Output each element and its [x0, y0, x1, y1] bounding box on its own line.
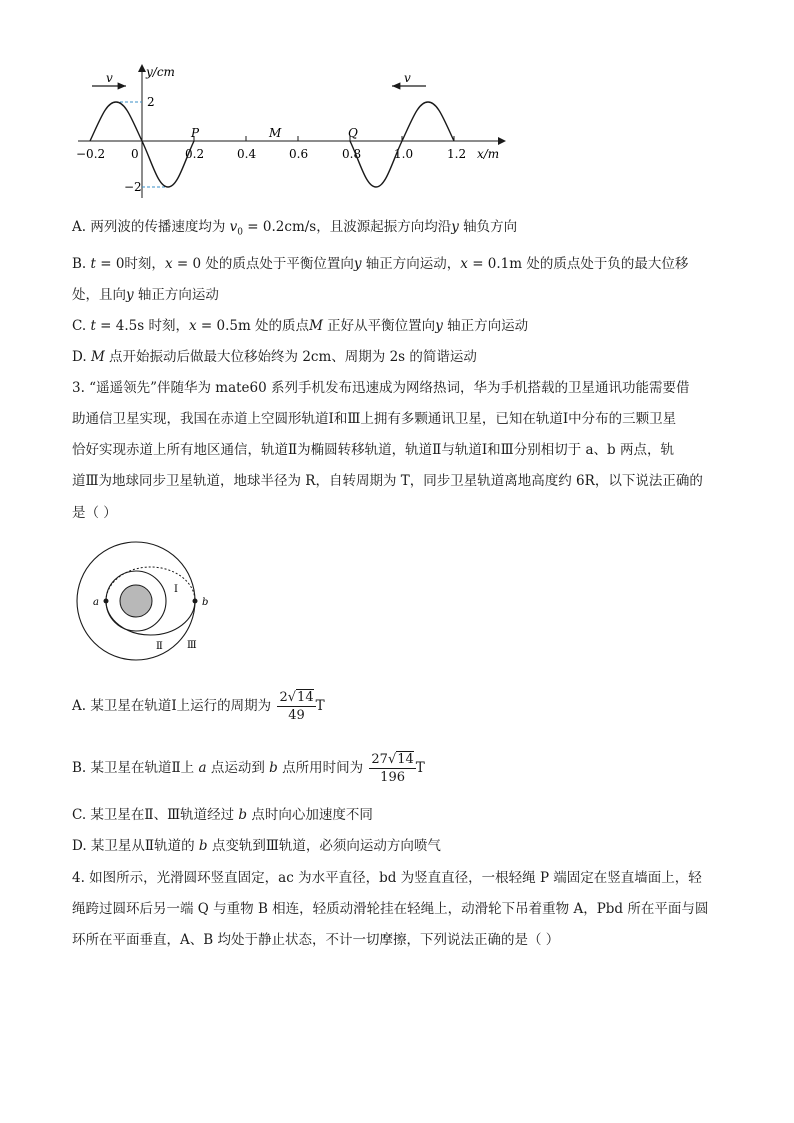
q2-option-b: B. t = 0时刻，x = 0 处的质点处于平衡位置向y 轴正方向运动，x = 0.1m 处的质点处于负的最大位移	[72, 256, 689, 272]
q4-stem-line: 环所在平面垂直，A、B 均处于静止状态，不计一切摩擦，下列说法正确的是（ ）	[72, 932, 560, 948]
orbit-figure	[72, 538, 222, 664]
point-b-dot	[193, 599, 198, 604]
y-tick-neg2: −2	[124, 180, 142, 194]
q3-stem-line: 3. “遥遥领先”伴随华为 mate60 系列手机发布迅速成为网络热词，华为手机搭载的卫星通讯功能需要借	[72, 380, 690, 396]
earth	[120, 585, 152, 617]
q3-stem-line: 道Ⅲ为地球同步卫星轨道，地球半径为 R，自转周期为 T，同步卫星轨道离地高度约 6R，以下说法正确的	[72, 473, 703, 489]
q2-option-b-cont: 处，且向y 轴正方向运动	[72, 287, 219, 303]
x-tick-label: 0.6	[289, 147, 309, 161]
q3-stem-line: 恰好实现赤道上所有地区通信，轨道Ⅱ为椭圆转移轨道，轨道Ⅱ与轨道Ⅰ和Ⅲ分别相切于 a、b 两点，轨	[72, 442, 674, 458]
x-tick-label: 0.8	[342, 147, 362, 161]
q3-option-a: A. 某卫星在轨道Ⅰ上运行的周期为 $\frac{2√14}{49}$ T	[72, 690, 325, 723]
y-axis-arrow-icon	[138, 64, 146, 72]
x-tick-label: 0.2	[185, 147, 205, 161]
orbit-III-label: Ⅲ	[187, 640, 197, 651]
orbit-II-label: Ⅱ	[156, 641, 163, 652]
y-axis-label: y/cm	[146, 65, 175, 79]
q3-option-b: B. 某卫星在轨道Ⅱ上 a 点运动到 b 点所用时间为 $\frac{27√14}{196}$ T	[72, 752, 425, 785]
y-tick-2: 2	[147, 95, 155, 109]
point-label-Q: Q	[348, 126, 358, 140]
x-axis-label: x/m	[477, 147, 500, 161]
x-tick-label: 0.4	[237, 147, 257, 161]
orbit-I-label: Ⅰ	[174, 584, 178, 595]
x-tick-label: 1.2	[447, 147, 467, 161]
q2-option-c: C. t = 4.5s 时刻，x = 0.5m 处的质点M 正好从平衡位置向y 轴正方向运动	[72, 318, 529, 334]
left-velocity-label: v	[106, 71, 113, 85]
point-label-M: M	[269, 126, 282, 140]
q4-stem-line: 4. 如图所示，光滑圆环竖直固定，ac 为水平直径，bd 为竖直直径，一根轻绳 P 端固定在竖直墙面上，轻	[72, 870, 702, 886]
x-tick-label: 1.0	[394, 147, 414, 161]
q3-stem-line: 助通信卫星实现，我国在赤道上空圆形轨道Ⅰ和Ⅲ上拥有多颗通讯卫星，已知在轨道Ⅰ中分布的三颗卫星	[72, 411, 677, 427]
fraction: $\frac{2√14}{49}$	[279, 690, 314, 723]
x-tick-label: 0	[131, 147, 139, 161]
wave-figure	[70, 62, 510, 202]
right-wave-curve	[350, 102, 454, 187]
point-a-dot	[104, 599, 109, 604]
q3-stem-line: 是（ ）	[72, 505, 117, 521]
x-axis-arrow-icon	[498, 137, 506, 145]
point-b-label: b	[202, 597, 209, 608]
q3-option-c: C. 某卫星在Ⅱ、Ⅲ轨道经过 b 点时向心加速度不同	[72, 807, 373, 823]
q3-option-d: D. 某卫星从Ⅱ轨道的 b 点变轨到Ⅲ轨道，必须向运动方向喷气	[72, 838, 441, 854]
q2-option-d: D. M 点开始振动后做最大位移始终为 2cm、周期为 2s 的简谐运动	[72, 349, 477, 365]
fraction: $\frac{27√14}{196}$	[371, 752, 414, 785]
right-velocity-label: v	[404, 71, 411, 85]
q4-stem-line: 绳跨过圆环后另一端 Q 与重物 B 相连，轻质动滑轮挂在轻绳上，动滑轮下吊着重物 A，Pbd 所在平面与圆	[72, 901, 709, 917]
q2-option-a: A. 两列波的传播速度均为 $v_0 = 0.2cm/s$，且波源起振方向均沿y 轴负方向	[72, 219, 518, 238]
point-a-label: a	[93, 597, 99, 608]
point-label-P: P	[191, 126, 200, 140]
x-tick-label: −0.2	[76, 147, 106, 161]
